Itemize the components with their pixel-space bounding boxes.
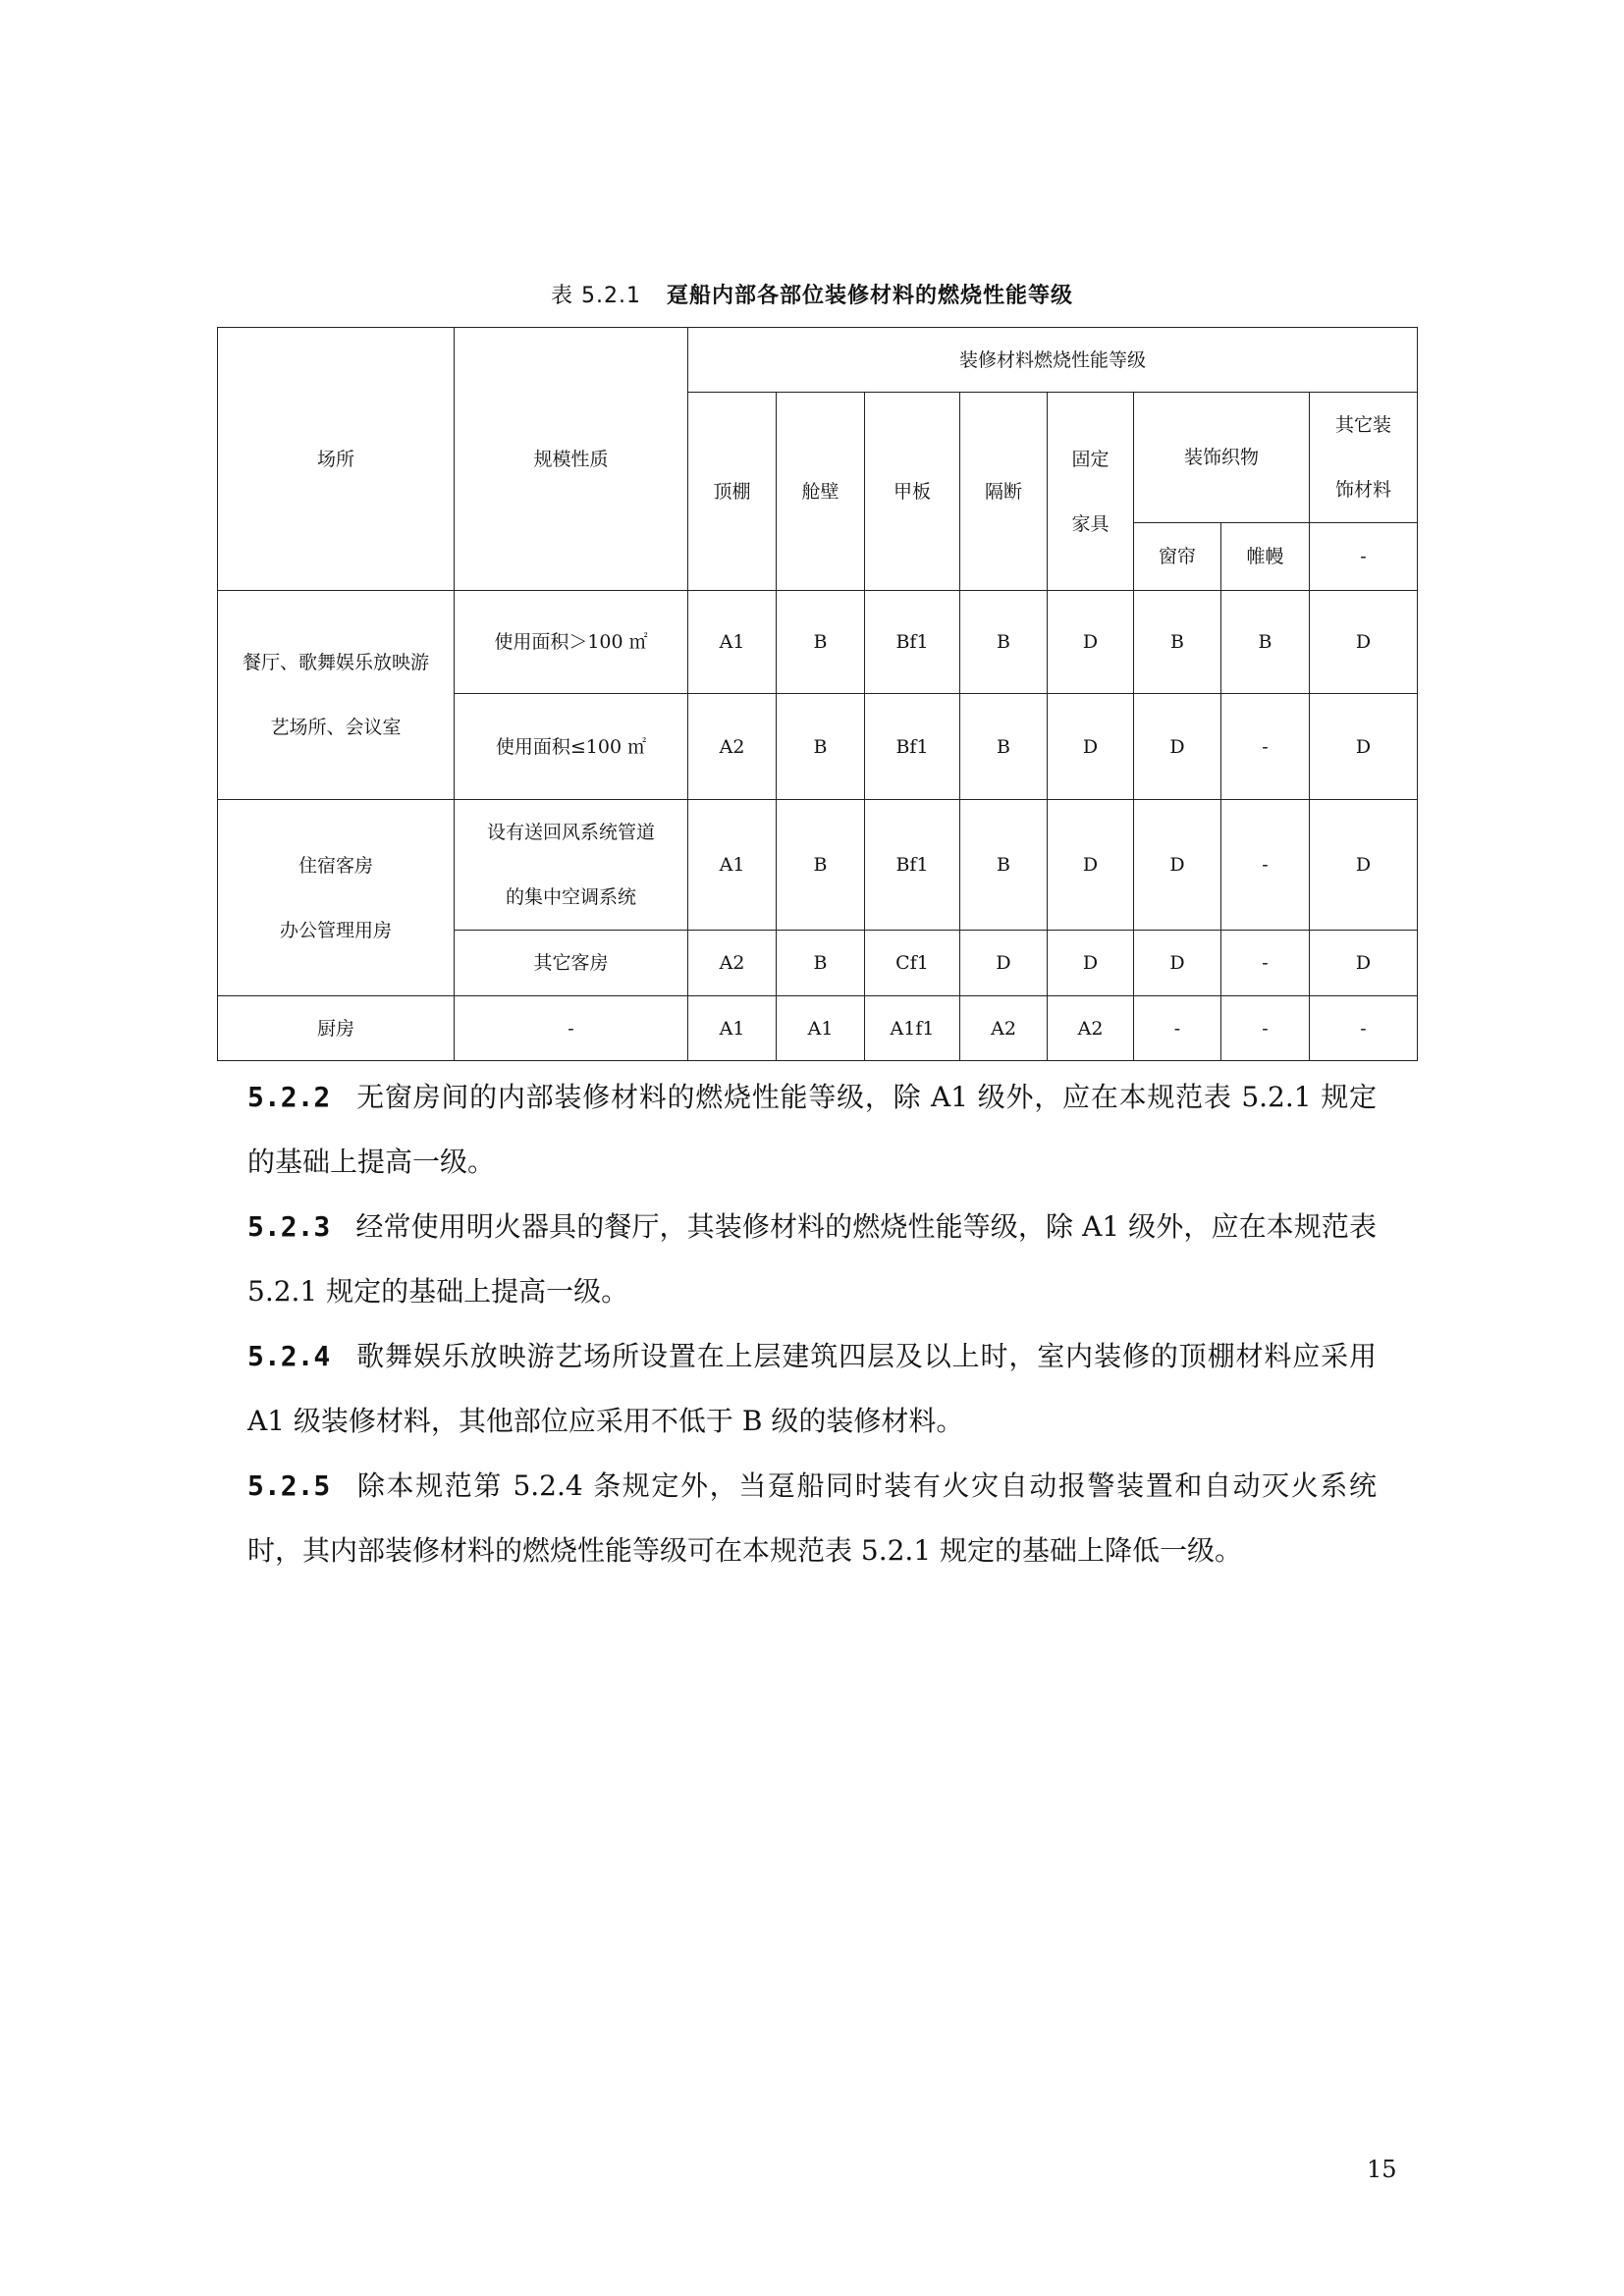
place-line1: 餐厅、歌舞娱乐放映游: [242, 652, 429, 673]
value-curtain: B: [1134, 591, 1221, 694]
header-curtain: 窗帘: [1134, 523, 1221, 591]
scale-cell: 使用面积≤100 ㎡: [455, 694, 688, 800]
header-other-dash: -: [1310, 523, 1418, 591]
header-deck: 甲板: [865, 393, 960, 591]
value-deck: Bf1: [865, 591, 960, 694]
value-curtain: -: [1134, 996, 1221, 1061]
header-furniture-line1: 固定: [1071, 448, 1110, 470]
value-furniture: D: [1048, 800, 1134, 931]
value-wall: B: [777, 591, 865, 694]
value-partition: A2: [960, 996, 1048, 1061]
scale-cell: -: [455, 996, 688, 1061]
table-row: [218, 996, 1418, 1061]
clause-5-2-2: [247, 1065, 1377, 1195]
value-wall: B: [777, 800, 865, 931]
value-ceiling: A1: [688, 996, 777, 1061]
page-number: 15: [1367, 2156, 1397, 2183]
scale-cell: [455, 800, 688, 931]
value-ceiling: A2: [688, 694, 777, 800]
clause-text: 歌舞娱乐放映游艺场所设置在上层建筑四层及以上时，室内装修的顶棚材料应采用 A1 级装修材料，其他部位应采用不低于 B 级的装修材料。: [247, 1340, 1377, 1437]
value-ceiling: A1: [688, 800, 777, 931]
value-deck: A1f1: [865, 996, 960, 1061]
header-other: [1310, 393, 1418, 523]
clause-number: 5.2.4: [247, 1340, 331, 1372]
place-line2: 艺场所、会议室: [270, 717, 402, 738]
clause-5-2-4: [247, 1324, 1377, 1454]
place-cell: 厨房: [218, 996, 455, 1061]
header-partition: 隔断: [960, 393, 1048, 591]
header-drape: 帷幔: [1221, 523, 1310, 591]
value-furniture: D: [1048, 591, 1134, 694]
value-furniture: A2: [1048, 996, 1134, 1061]
place-line2: 办公管理用房: [279, 919, 392, 941]
clause-text: 经常使用明火器具的餐厅，其装修材料的燃烧性能等级，除 A1 级外，应在本规范表 5.2.1 规定的基础上提高一级。: [247, 1210, 1377, 1308]
value-curtain: D: [1134, 800, 1221, 931]
value-drape: B: [1221, 591, 1310, 694]
table-title-text: 趸船内部各部位装修材料的燃烧性能等级: [666, 284, 1073, 308]
value-ceiling: A2: [688, 931, 777, 996]
value-other: D: [1310, 800, 1418, 931]
clause-list: [247, 1065, 1377, 1583]
place-cell: [218, 591, 455, 800]
fire-rating-table: [217, 327, 1418, 1061]
clause-text: 除本规范第 5.2.4 条规定外，当趸船同时装有火灾自动报警装置和自动灭火系统时，其内部装修材料的燃烧性能等级可在本规范表 5.2.1 规定的基础上降低一级。: [247, 1469, 1377, 1567]
value-furniture: D: [1048, 931, 1134, 996]
clause-text: 无窗房间的内部装修材料的燃烧性能等级，除 A1 级外，应在本规范表 5.2.1 规定的基础上提高一级。: [247, 1081, 1377, 1178]
header-textile: 装饰织物: [1134, 393, 1310, 523]
header-ceiling: 顶棚: [688, 393, 777, 591]
header-other-line2: 饰材料: [1335, 479, 1392, 501]
value-deck: Bf1: [865, 694, 960, 800]
clause-number: 5.2.3: [247, 1210, 331, 1243]
table-row: [218, 800, 1418, 931]
value-wall: A1: [777, 996, 865, 1061]
value-wall: B: [777, 931, 865, 996]
value-other: D: [1310, 694, 1418, 800]
value-furniture: D: [1048, 694, 1134, 800]
table-title: [0, 279, 1624, 309]
value-curtain: D: [1134, 694, 1221, 800]
header-row-1: [218, 328, 1418, 393]
scale-cell: 其它客房: [455, 931, 688, 996]
header-scale: 规模性质: [455, 328, 688, 591]
value-drape: -: [1221, 931, 1310, 996]
clause-number: 5.2.5: [247, 1469, 331, 1502]
value-partition: B: [960, 591, 1048, 694]
header-wall: 舱壁: [777, 393, 865, 591]
table-number: 表 5.2.1: [551, 284, 641, 308]
value-partition: D: [960, 931, 1048, 996]
value-drape: -: [1221, 694, 1310, 800]
scale-line1: 设有送回风系统管道: [486, 822, 655, 843]
value-deck: Cf1: [865, 931, 960, 996]
value-curtain: D: [1134, 931, 1221, 996]
header-other-line1: 其它装: [1335, 414, 1392, 436]
scale-cell: 使用面积＞100 ㎡: [455, 591, 688, 694]
scale-line2: 的集中空调系统: [505, 886, 636, 908]
value-other: D: [1310, 591, 1418, 694]
value-deck: Bf1: [865, 800, 960, 931]
value-partition: B: [960, 694, 1048, 800]
value-drape: -: [1221, 996, 1310, 1061]
value-ceiling: A1: [688, 591, 777, 694]
header-furniture-line2: 家具: [1071, 512, 1110, 535]
header-group: 装修材料燃烧性能等级: [688, 328, 1418, 393]
value-drape: -: [1221, 800, 1310, 931]
table-row: [218, 591, 1418, 694]
clause-number: 5.2.2: [247, 1081, 331, 1113]
place-cell: [218, 800, 455, 996]
value-other: -: [1310, 996, 1418, 1061]
value-other: D: [1310, 931, 1418, 996]
header-place: 场所: [218, 328, 455, 591]
value-partition: B: [960, 800, 1048, 931]
header-furniture: [1048, 393, 1134, 591]
place-line1: 住宿客房: [298, 854, 373, 877]
clause-5-2-5: [247, 1454, 1377, 1583]
value-wall: B: [777, 694, 865, 800]
clause-5-2-3: [247, 1195, 1377, 1324]
